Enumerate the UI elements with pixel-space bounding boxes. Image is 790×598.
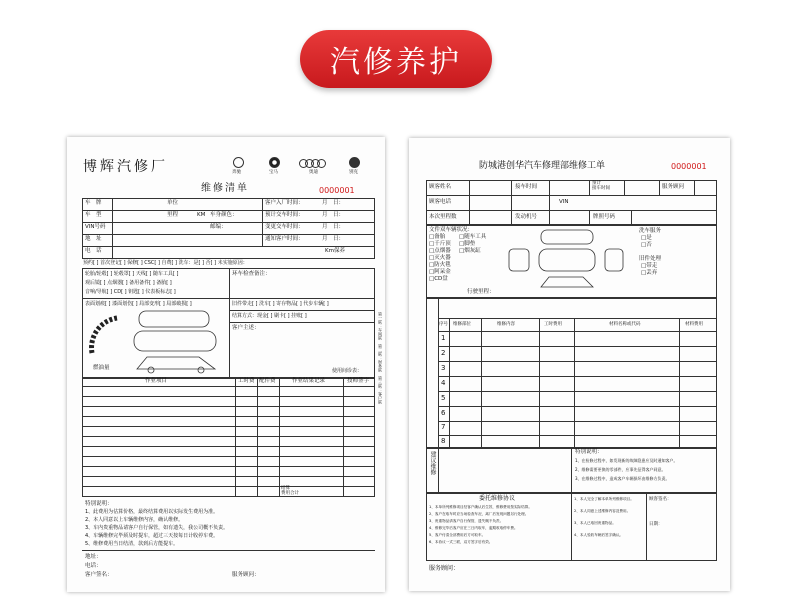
agree-right-line: 3、本人已取回贵重物品。 [574, 521, 616, 525]
row-number: 4 [441, 379, 446, 387]
row-number: 5 [441, 394, 446, 402]
repair-list-form [67, 137, 385, 592]
check-item: □脚垫 [459, 241, 476, 247]
table-header: 配件费 [259, 378, 276, 384]
agreement-line: 5、客户付清全部费用后方可取车。 [429, 533, 486, 537]
check-item: □千斤顶 [429, 241, 451, 247]
customer-sign-label: 顾客签名： [649, 497, 672, 502]
check-item: □CD盘 [429, 276, 448, 282]
row-label: Km保养 [325, 248, 345, 254]
row-label: 月 日： [322, 224, 345, 230]
check-item: □点烟器 [429, 248, 451, 254]
item-line: 轮胎/轮毂[ ] 轮毂罩[ ] 天线[ ] 随车工具[ ] [85, 271, 179, 277]
table-header: 材料名称或代码 [609, 322, 641, 327]
row-label: 里程 [167, 212, 179, 218]
row-label: 邮编： [210, 224, 227, 230]
shop-name: 博辉汽修厂 [83, 159, 168, 175]
item-line: 音响/导航[ ] CD[ ] 钥匙[ ] 仪表板标志[ ] [85, 289, 176, 295]
signature-label: 使用间诊表： [332, 368, 363, 374]
form-title: 维修清单 [201, 183, 249, 194]
car-diagram-icon [129, 309, 225, 375]
agreement-line: 2、客户在取车时应当场检查车况，离厂后发现问题另行处理。 [429, 512, 529, 516]
service-row: 旧件带走[ ] 洗车[ ] 寄存物品[ ] 代步车辆[ ] [232, 301, 329, 307]
row-label: KM [197, 212, 206, 218]
row-label: 车身颜色： [210, 212, 238, 218]
fuel-gauge-icon [87, 313, 127, 363]
check-item: □灭火器 [429, 255, 451, 261]
row-label: 月 日： [322, 236, 345, 242]
row-label: 月 日： [322, 212, 345, 218]
fault-label: 环车检查备注： [232, 271, 271, 277]
row-number: 8 [441, 437, 446, 445]
note-line: 3、车内贵重物品请客户自行保管，如有遗失，我公司概不负责。 [85, 525, 229, 531]
note-line: 2、本人同意以上车辆维修内容，确认维修。 [85, 517, 184, 523]
mercedes-logo-icon [233, 157, 244, 168]
row-label: 地 址 [85, 236, 102, 242]
table-header: 材料费用 [685, 322, 703, 327]
fee-total-label: 结算 费用合计 [281, 486, 299, 496]
date-label: 日期： [649, 522, 663, 527]
row-label: 客户入厂时间： [265, 200, 304, 206]
row-label: VIN号码 [85, 224, 106, 230]
serial-number: 0000001 [671, 162, 707, 171]
field-label: 服务顾问 [662, 184, 685, 190]
agreement-line: 6、本协议一式三联，双方签字后有效。 [429, 540, 493, 544]
copy-labels: 第一联：车间联 第二联：财务联 第三联：客户联 [378, 312, 383, 404]
brand-label: 奔驰 [232, 170, 241, 175]
row-label: 单位 [167, 200, 179, 206]
agree-right-line: 1、本人完全了解本单所列维修项目。 [574, 497, 634, 501]
special-note: 2、维修需要更换的零部件，应事先征得客户同意。 [575, 467, 666, 472]
row-label: 预计交车时间： [265, 212, 304, 218]
note-line: 1、此费用为估算价格，最终结算费用以实际发生费用为准。 [85, 509, 219, 515]
table-header: 作业项目 [145, 378, 168, 384]
old-parts-option: □带走 [641, 263, 658, 269]
check-item: □阿呆金 [429, 269, 451, 275]
row-number: 3 [441, 364, 446, 372]
wash-option: □否 [641, 242, 652, 248]
advisor-sign-label: 服务顾问： [232, 572, 260, 578]
field-label: 顾客姓名 [429, 184, 452, 190]
row-label: 车 牌 [85, 200, 102, 206]
item-line: 观后镜[ ] 点烟器[ ] 备用备件[ ] 备胎[ ] [85, 280, 172, 286]
bmw-logo-icon [269, 157, 280, 168]
car-damage-diagram-icon [507, 229, 625, 291]
agreement-line: 3、贵重物品请客户自行保管，遗失概不负责。 [429, 519, 504, 523]
agree-right-line: 4、本人验收车辆后签字确认。 [574, 533, 624, 537]
customer-complaint-label: 客户主述： [232, 325, 260, 331]
check-row: 预约[ ] 首次登记[ ] 保修[ ] CSC[ ] 自费[ ] 洗车：是[ ] 否[ ] 未实施原因： [83, 260, 248, 266]
special-title: 特别说明： [575, 449, 603, 455]
row-label: 车 型 [85, 212, 102, 218]
notes-title: 特别说明： [85, 501, 113, 507]
wash-title: 洗车服务 [639, 228, 662, 234]
table-header: 工时费 [238, 378, 255, 384]
note-line: 4、车辆维修完毕须及时提车，超过三天按每日计收停车费。 [85, 533, 219, 539]
agreement-title: 委托维修协议 [479, 495, 516, 502]
table-header: 作业结果记录 [292, 378, 326, 384]
phone-label: 电话： [85, 563, 102, 569]
field-label: 本次里程数 [429, 214, 457, 220]
mileage-label: 行驶里程： [467, 289, 495, 295]
note-line: 5、维修费用当日结清，款到后方能提车。 [85, 541, 179, 547]
field-label: 发动机号 [515, 214, 538, 220]
banner-title: 汽修养护 [330, 45, 462, 80]
special-note: 1、在检修过程中，如发现新的故障隐患应及时通知客户。 [575, 458, 678, 463]
agreement-line: 1、本单所列维修项目经客户确认后生效，维修费用按实际结算。 [429, 505, 532, 509]
field-label: VIN [559, 199, 569, 205]
advice-label: 建议维修 [429, 451, 436, 475]
row-number: 2 [441, 349, 446, 357]
row-number: 1 [441, 334, 446, 342]
table-header: 技师签字 [347, 378, 370, 384]
table-header: 工时费用 [544, 322, 562, 327]
agree-right-line: 2、本人同意上述维修内容及费用。 [574, 509, 631, 513]
field-label: 接车时间 [515, 184, 538, 190]
agreement-line: 4、维修完毕后客户应在三日内取车，逾期收取停车费。 [429, 526, 518, 530]
field-label: 顾客电话 [429, 199, 452, 205]
wash-option: □是 [641, 235, 652, 241]
brand-label: 别克 [349, 170, 358, 175]
row-number: 6 [441, 409, 446, 417]
serial-number: 0000001 [319, 186, 355, 195]
fuel-label: 燃油量 [93, 365, 110, 371]
brand-label: 奥迪 [309, 170, 318, 175]
inspect-line: 表面划痕[ ] 漆面划伤[ ] 局部变形[ ] 局部破损[ ] [85, 301, 192, 307]
check-item: □随车工具 [459, 234, 487, 240]
work-order-table [426, 298, 717, 448]
brand-label: 宝马 [269, 170, 278, 175]
field-label: 预计 接车时间 [592, 181, 610, 191]
service-advisor-label: 服务顾问： [429, 565, 460, 572]
field-label: 牌照号码 [593, 214, 616, 220]
payment-row: 结算方式：现金[ ] 刷卡[ ] 挂账[ ] [232, 313, 307, 319]
old-parts-option: □丢弃 [641, 270, 658, 276]
repair-work-order-form [409, 138, 730, 591]
form-title: 防城港创华汽车修理部维修工单 [479, 161, 606, 171]
old-parts-title: 旧件处理 [639, 256, 662, 262]
table-header: 维修内容 [497, 322, 515, 327]
customer-sign-label: 客户签名： [85, 572, 113, 578]
checklist-title: 文件双车辆状况： [429, 227, 474, 233]
table-header: 维修部位 [453, 322, 471, 327]
check-item: □备胎 [429, 234, 446, 240]
check-item: □烟灰缸 [459, 248, 481, 254]
section-banner [300, 30, 492, 88]
buick-logo-icon [349, 157, 360, 168]
row-number: 7 [441, 423, 446, 431]
row-label: 电 话 [85, 248, 102, 254]
check-item: □防火毯 [429, 262, 451, 268]
address-label: 地址： [85, 554, 102, 560]
row-label: 变更交车时间： [265, 224, 304, 230]
row-label: 通知客户时间： [265, 236, 304, 242]
special-note: 3、在维修过程中，造成客户车辆损坏由维修方负责。 [575, 476, 670, 481]
row-label: 月 日： [322, 200, 345, 206]
table-header: 序号 [439, 322, 448, 327]
